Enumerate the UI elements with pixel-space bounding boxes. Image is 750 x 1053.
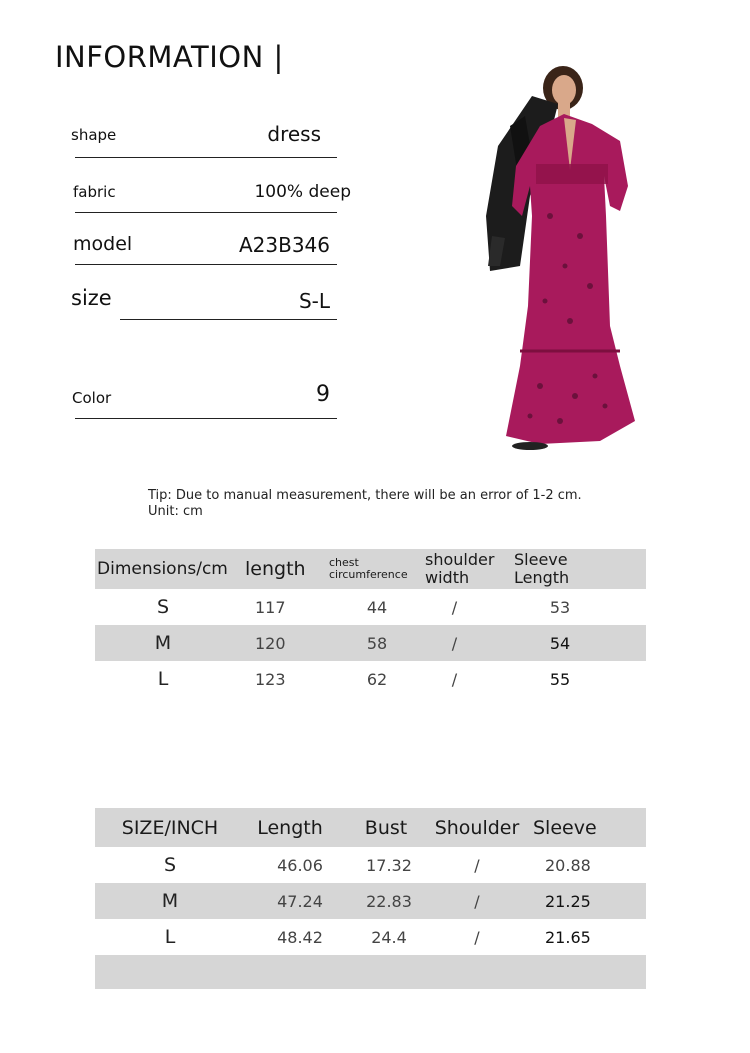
table-row [95,661,646,697]
empty-cell [427,955,527,989]
size-cell: S [156,596,170,618]
tip-text: Tip: Due to manual measurement, there will be an error of 1-2 cm. [148,488,582,503]
length-cell: 123 [255,669,286,689]
sleeve-cell: 54 [514,625,646,661]
divider [75,418,337,419]
header-sleeve-line2: Length [514,568,570,587]
divider [75,264,337,265]
chest-cell: 44 [366,597,388,617]
table-row [95,589,646,625]
header-chest [329,549,425,589]
sleeve-cell: 20.88 [545,855,591,875]
sleeve-cell: 55 [549,669,571,689]
divider [120,319,337,320]
bust-cell: 24.4 [371,927,407,947]
size-cell: L [164,926,176,948]
header-dimensions: Dimensions/cm [95,549,245,589]
color-value: 9 [316,382,330,407]
header-sleeve [514,549,646,589]
empty-cell [95,955,235,989]
page-title: INFORMATION | [55,40,284,74]
measurement-tip [148,488,582,520]
model-label: model [73,233,133,255]
shoulder-cell: / [474,927,480,947]
length-cell: 46.06 [277,855,323,875]
bust-cell: 22.83 [345,883,427,919]
empty-cell [527,955,646,989]
bust-cell: 17.32 [366,855,412,875]
chest-cell: 62 [366,669,388,689]
header-chest-line2: circumference [329,568,408,581]
sleeve-cell: 21.65 [545,927,591,947]
empty-cell [235,955,345,989]
color-label: Color [72,389,112,407]
header-chest-line1: chest [329,556,359,569]
chest-cell: 58 [329,625,425,661]
fabric-label: fabric [73,183,116,201]
shoulder-cell: / [474,855,480,875]
header-bust: Bust [345,808,427,847]
fabric-value: 100% deep [254,182,351,202]
header-shoulder [425,549,514,589]
size-table-inch [95,808,646,989]
length-cell: 48.42 [277,927,323,947]
table-row [95,625,646,661]
table-row [95,847,646,883]
header-sleeve-line1: Sleeve [514,550,568,569]
size-cell: L [157,668,169,690]
table-row [95,883,646,919]
shoulder-cell: / [425,625,514,661]
sleeve-cell: 21.25 [527,883,646,919]
length-cell: 117 [255,597,286,617]
size-label: size [71,286,112,310]
size-table-cm [95,549,646,697]
shoulder-cell: / [451,597,458,617]
model-value: A23B346 [238,233,330,257]
sleeve-cell: 53 [549,597,571,617]
header-size-inch: SIZE/INCH [95,808,235,847]
shape-label: shape [71,126,117,144]
table-header-row [95,549,646,589]
shape-value: dress [267,122,321,146]
unit-text: Unit: cm [148,504,203,519]
divider [75,157,337,158]
table-row-empty [95,955,646,989]
table-row [95,919,646,955]
table-header-row [95,808,646,847]
header-length: length [245,549,329,589]
header-shoulder-line2: width [425,568,470,587]
shoulder-cell: / [451,669,458,689]
header-length: Length [235,808,345,847]
header-shoulder: Shoulder [427,808,527,847]
header-sleeve: Sleeve [527,808,646,847]
size-value: S-L [298,289,330,313]
shoulder-cell: / [427,883,527,919]
divider [75,212,337,213]
header-shoulder-line1: shoulder [425,550,495,569]
size-cell: M [95,625,245,661]
size-cell: M [95,883,235,919]
empty-cell [345,955,427,989]
size-cell: S [163,854,177,876]
product-image [470,66,652,458]
length-cell: 120 [245,625,329,661]
length-cell: 47.24 [235,883,345,919]
